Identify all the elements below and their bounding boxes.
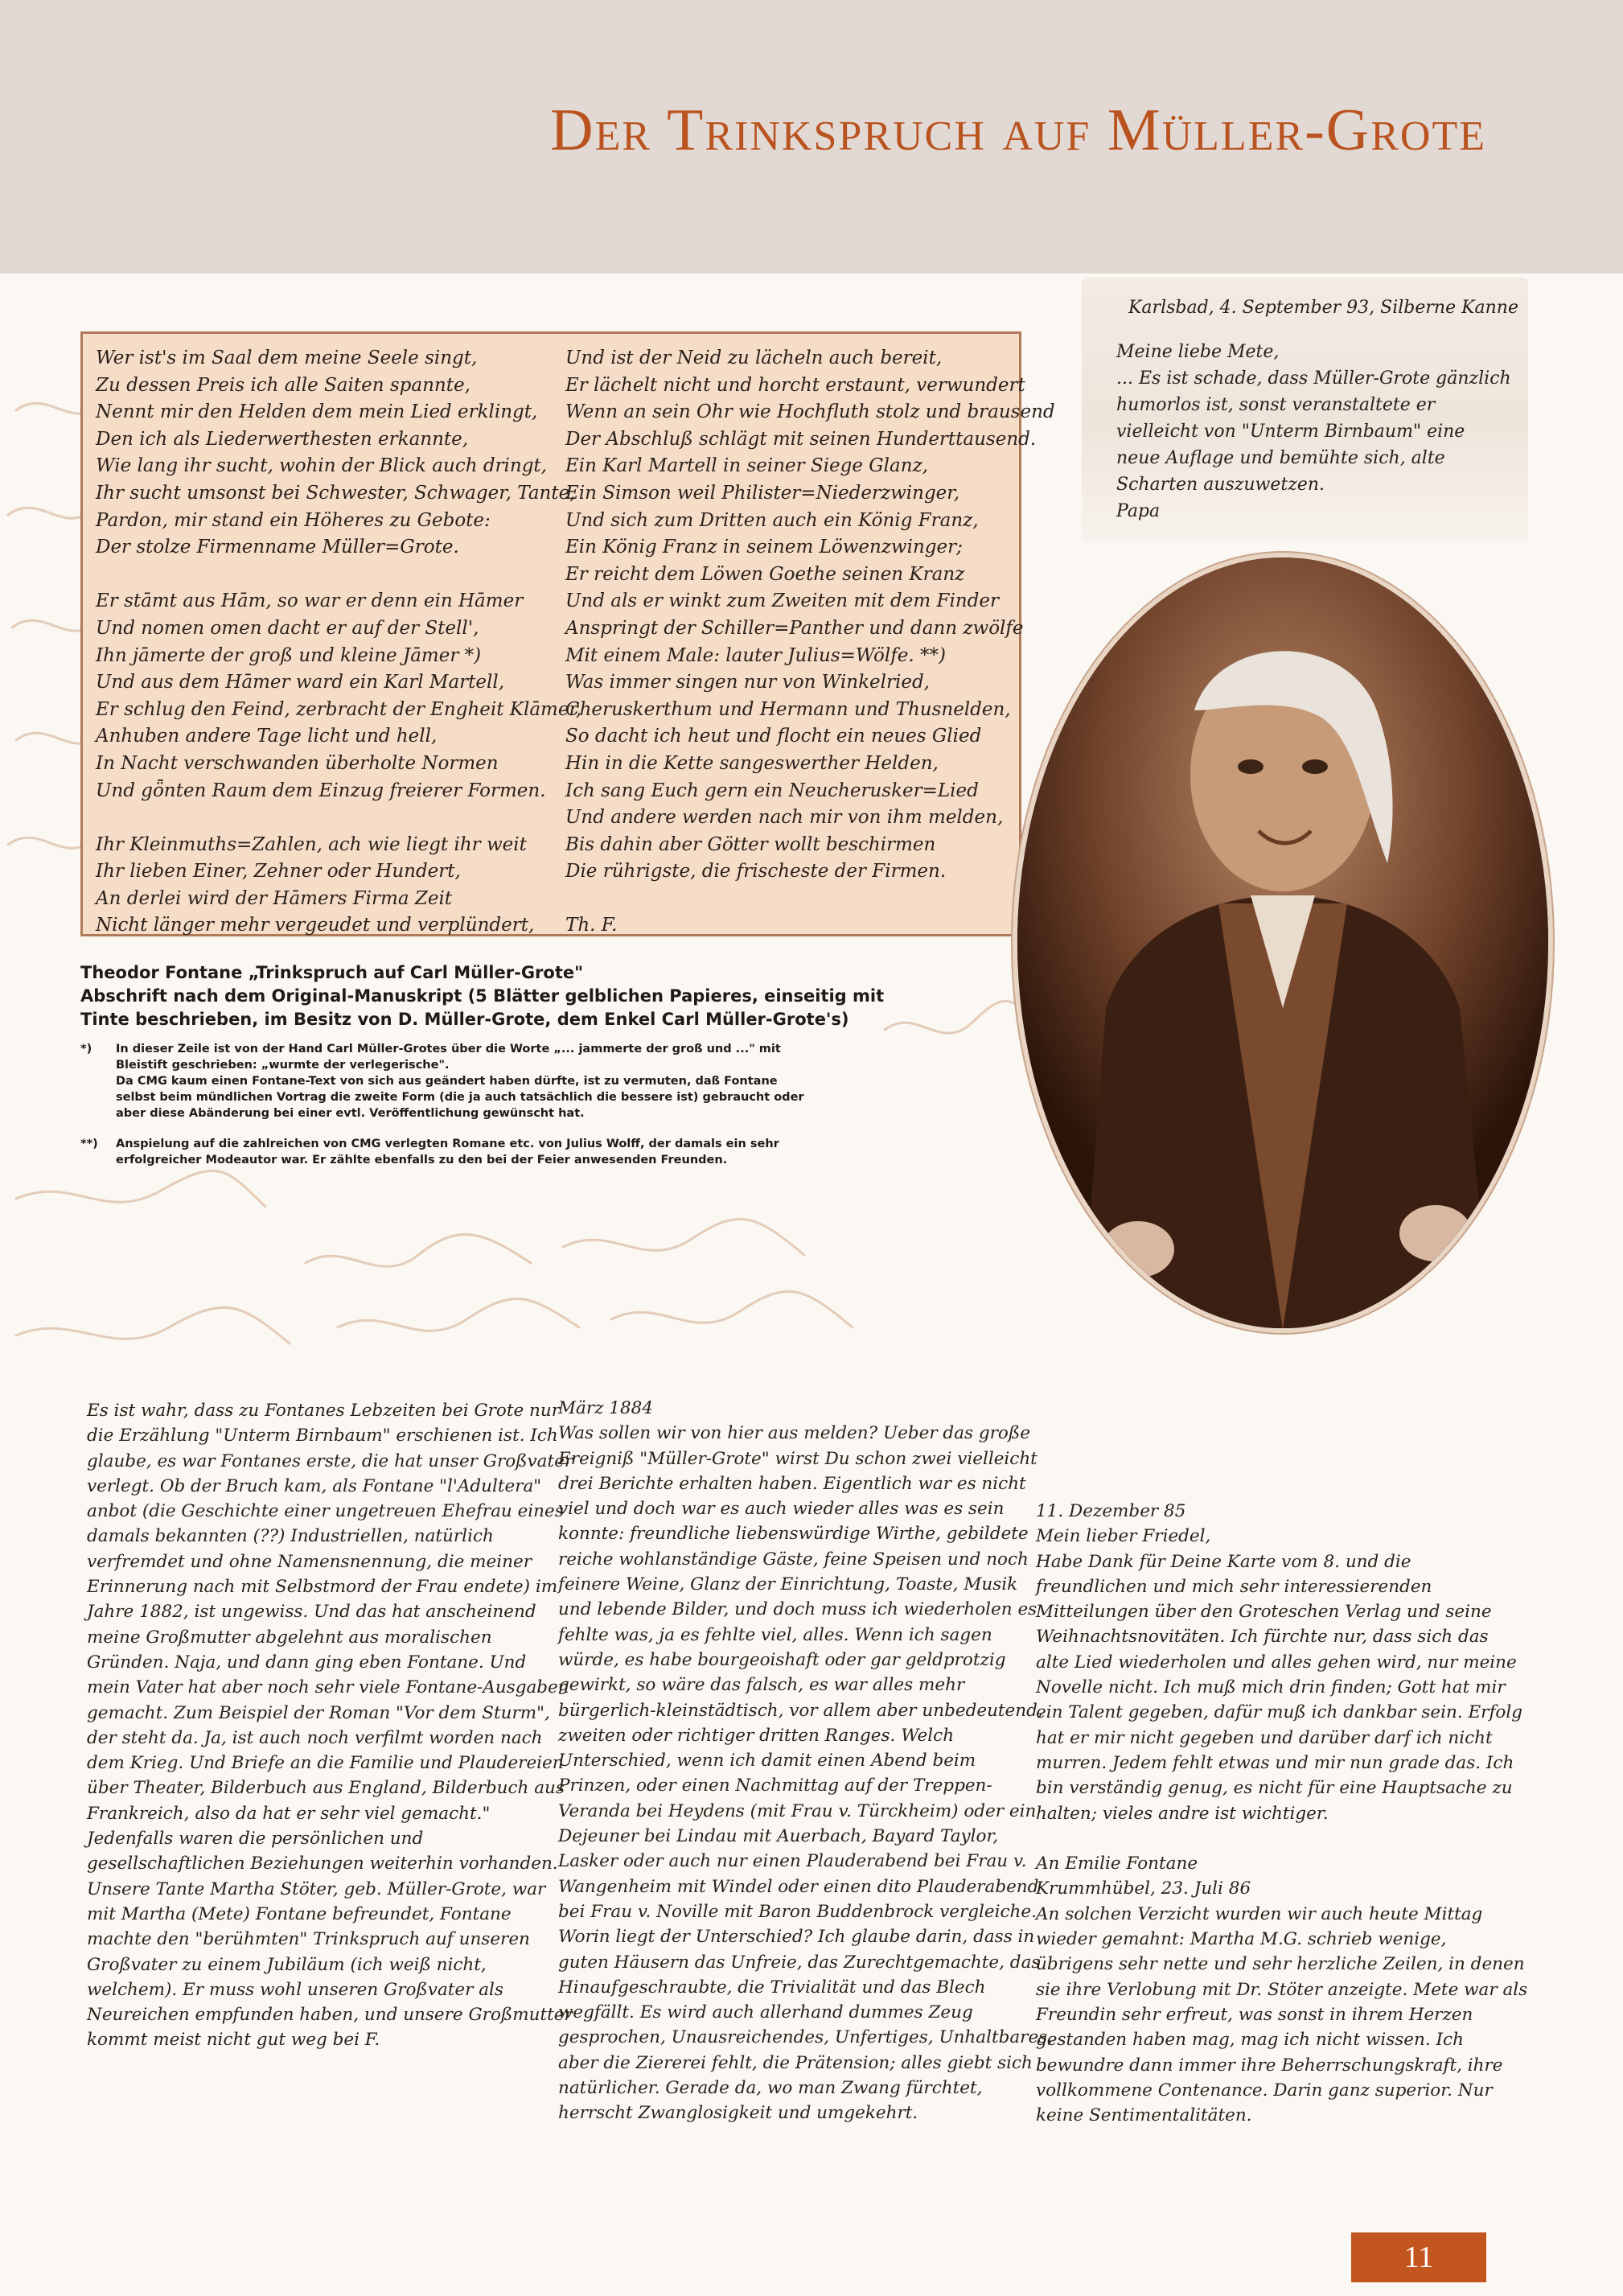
body-line: gesellschaftlichen Beziehungen weiterhin vorhanden. (87, 1854, 558, 1874)
poem-line: Wenn an sein Ohr wie Hochfluth stolz und brausend (565, 401, 1055, 423)
poem-line: Ihr sucht umsonst bei Schwester, Schwager, Tante, (96, 482, 576, 504)
poem-line: Die rührigste, die frischeste der Firmen. (565, 861, 947, 883)
body-line: 11. Dezember 85 (1036, 1501, 1186, 1521)
column-letter-march-1884 (558, 1396, 1054, 2126)
letter-line: ... Es ist schade, dass Müller-Grote gänzlich (1116, 368, 1511, 389)
body-line: Ereigniß "Müller-Grote" wirst Du schon zwei vielleicht (558, 1448, 1037, 1469)
poem-line: Der Abschluß schlägt mit seinen Hunderttausend. (565, 428, 1037, 450)
body-line: Hinaufgeschraubte, die Trivialität und das Blech (558, 1977, 986, 1998)
poem-line: Und ist der Neid zu lächeln auch bereit, (565, 348, 943, 368)
body-line: gemacht. Zum Beispiel der Roman "Vor dem Sturm", (87, 1702, 550, 1723)
body-line: Mitteilungen über den Groteschen Verlag und seine (1036, 1602, 1492, 1623)
poem-line: Ihn jāmerte der groß und kleine Jāmer *) (96, 644, 482, 666)
poem-line: Nennt mir den Helden dem mein Lied erklingt, (96, 401, 538, 423)
body-line: Prinzen, oder einen Nachmittag auf der Treppen- (558, 1775, 992, 1796)
poem-line: Anspringt der Schiller=Panther und dann zwölfe (565, 617, 1024, 639)
body-line: keine Sentimentalitäten. (1036, 2105, 1252, 2126)
footnote-line: Bleistift geschrieben: „wurmte der verlegerische". (116, 1059, 450, 1072)
poem-line: Ein Karl Martell in seiner Siege Glanz, (565, 455, 928, 477)
body-line: alte Lied wiederholen und alles gehen wird, nur meine (1036, 1652, 1517, 1673)
poem-line: Und aus dem Hāmer ward ein Karl Martell, (96, 672, 505, 693)
body-line: Neureichen empfunden haben, und unsere Großmutter (87, 2005, 573, 2026)
body-line: Weihnachtsnovitäten. Ich fürchte nur, dass sich das (1036, 1627, 1489, 1648)
body-line: mein Vater hat aber noch sehr viele Fontane-Ausgaben (87, 1677, 569, 1698)
poem-column-right (565, 345, 1055, 940)
body-line: vollkommene Contenance. Darin ganz superior. Nur (1036, 2080, 1493, 2101)
body-line: An solchen Verzicht wurden wir auch heute Mittag (1036, 1903, 1483, 1924)
body-line: An Emilie Fontane (1036, 1854, 1198, 1874)
body-line: viel und doch war es auch wieder alles was es sein (558, 1499, 1005, 1520)
poem-line: Und als er winkt zum Zweiten mit dem Finder (565, 590, 999, 612)
body-line: Lasker oder auch nur einen Plauderabend bei Frau v. (558, 1851, 1027, 1872)
poem-line: Er stāmt aus Hām, so war er denn ein Hāmer (96, 590, 524, 612)
poem-line: Hin in die Kette sangeswerther Helden, (565, 752, 939, 774)
letter-line: humorlos ist, sonst veranstaltete er (1116, 395, 1436, 415)
body-line: Jahre 1882, ist ungewiss. Und das hat anscheinend (87, 1602, 536, 1623)
poem-line: Der stolze Firmenname Müller=Grote. (96, 537, 459, 558)
caption-block (80, 961, 1021, 1168)
body-line: glaube, es war Fontanes erste, die hat unser Großvater (87, 1450, 573, 1471)
body-line: würde, es habe bourgeoishaft oder gar geldprotzig (558, 1649, 1006, 1670)
poem-box (80, 331, 1055, 936)
body-line: Veranda bei Heydens (mit Frau v. Türckheim) oder ein (558, 1800, 1037, 1821)
body-line: Was sollen wir von hier aus melden? Ueber das große (558, 1423, 1030, 1444)
body-line: Es ist wahr, dass zu Fontanes Lebzeiten bei Grote nur (87, 1401, 561, 1421)
footnote-line: Da CMG kaum einen Fontane-Text von sich aus geändert haben dürfte, ist zu vermuten, daß Fontane (116, 1075, 778, 1088)
body-line: sie ihre Verlobung mit Dr. Stöter anzeigte. Mete war als (1036, 1979, 1528, 2000)
body-line: Novelle nicht. Ich muß mich drin finden; Gott hat mir (1036, 1677, 1506, 1698)
body-line: dem Krieg. Und Briefe an die Familie und Plaudereien (87, 1753, 564, 1774)
poem-line: Er schlug den Feind, zerbracht der Engheit Klāmer, (96, 698, 582, 720)
body-line: Großvater zu einem Jubiläum (ich weiß nicht, (87, 1954, 487, 1975)
body-line: machte den "berühmten" Trinkspruch auf unseren (87, 1929, 530, 1950)
caption-title-line: Tinte beschrieben, im Besitz von D. Müller-Grote, dem Enkel Carl Müller-Grote's) (80, 1010, 849, 1029)
portrait-illustration (1017, 558, 1548, 1328)
body-line: reiche wohlanständige Gäste, feine Speisen und noch (558, 1549, 1029, 1570)
body-line: drei Berichte erhalten haben. Eigentlich war es nicht (558, 1473, 1026, 1494)
body-line: März 1884 (558, 1398, 653, 1418)
column-interview-text (87, 1398, 573, 2053)
footnote-line: In dieser Zeile ist von der Hand Carl Müller-Grotes über die Worte „... jammerte der groß und ..." mit (116, 1043, 781, 1055)
poem-line: Nicht länger mehr vergeudet und verplündert, (96, 915, 535, 936)
poem-line: Cheruskerthum und Hermann und Thusnelden, (565, 698, 1011, 720)
body-line: und lebende Bilder, und doch muss ich wiederholen es (558, 1599, 1037, 1620)
footnote-line: Anspielung auf die zahlreichen von CMG verlegten Romane etc. von Julius Wolff, der damals ein sehr (116, 1138, 779, 1150)
poem-line: In Nacht verschwanden überholte Normen (96, 752, 499, 774)
footnote-1 (80, 1041, 1021, 1121)
body-line: natürlicher. Gerade da, wo man Zwang fürchtet, (558, 2078, 983, 2099)
body-line: über Theater, Bilderbuch aus England, Bilderbuch aus (87, 1778, 565, 1799)
letter-line: Meine liebe Mete, (1116, 342, 1280, 362)
body-line: Gründen. Naja, und dann ging eben Fontane. Und (87, 1652, 527, 1673)
body-line: Erinnerung nach mit Selbstmord der Frau endete) im (87, 1577, 558, 1598)
letter-excerpt (1116, 294, 1518, 525)
body-line: meine Großmutter abgelehnt aus moralischen (87, 1627, 492, 1648)
footnote-1-text (116, 1041, 1021, 1121)
body-line: Unsere Tante Martha Stöter, geb. Müller-Grote, war (87, 1878, 546, 1899)
poem-line: Zu dessen Preis ich alle Saiten spannte, (96, 374, 470, 396)
poem-line: Wie lang ihr sucht, wohin der Blick auch dringt, (96, 455, 547, 477)
poem-line: Er lächelt nicht und horcht erstaunt, verwundert (565, 374, 1025, 396)
page-title: Der Trinkspruch auf Müller-Grote (550, 97, 1486, 163)
poem-line: Wer ist's im Saal dem meine Seele singt, (96, 348, 478, 368)
page-number: 11 (1351, 2232, 1486, 2282)
blank-line (1036, 1826, 1510, 1851)
body-line: Wangenheim mit Windel oder einen dito Plauderabend (558, 1876, 1039, 1897)
body-line: bin verständig genug, es nicht für eine Hauptsache zu (1036, 1778, 1513, 1799)
body-line: anbot (die Geschichte einer ungetreuen Ehefrau eines (87, 1501, 564, 1522)
body-line: Worin liegt der Unterschied? Ich glaube darin, dass in (558, 1927, 1035, 1948)
poem-line: Bis dahin aber Götter wollt beschirmen (565, 833, 936, 855)
blank-line (96, 562, 546, 589)
body-line: damals bekannten (??) Industriellen, natürlich (87, 1526, 494, 1547)
letter-header: Karlsbad, 4. September 93, Silberne Kanne (1128, 298, 1518, 318)
poem-line: Er reicht dem Löwen Goethe seinen Kranz (565, 563, 965, 585)
footnote-line: erfolgreicher Modeautor war. Er zählte ebenfalls zu den bei der Feier anwesenden Freunden. (116, 1154, 728, 1167)
footnote-1-mark: *) (80, 1043, 92, 1055)
poem-line: Den ich als Liederwerthesten erkannte, (96, 428, 469, 450)
poem-line: Ein König Franz in seinem Löwenzwinger; (565, 537, 963, 558)
body-line: Freundin sehr erfreut, was sonst in ihrem Herzen (1036, 2004, 1473, 2025)
body-line: fehlte was, ja es fehlte viel, alles. Wenn ich sagen (558, 1624, 992, 1645)
blank-line (565, 886, 1016, 913)
body-line: Frankreich, also da hat er sehr viel gemacht." (87, 1803, 491, 1824)
poem-line: Anhuben andere Tage licht und hell, (96, 726, 438, 747)
poem-line: Ihr lieben Einer, Zehner oder Hundert, (96, 861, 461, 883)
poem-line: Und nomen omen dacht er auf der Stell', (96, 617, 479, 639)
body-line: gewirkt, so wäre das falsch, es war alles mehr (558, 1675, 965, 1696)
poem-line: Th. F. (565, 915, 618, 936)
letter-line: vielleicht von "Unterm Birnbaum" eine (1116, 422, 1465, 442)
body-line: Dejeuner bei Lindau mit Auerbach, Bayard Taylor, (558, 1826, 999, 1847)
poem-line: Ihr Kleinmuths=Zahlen, ach wie liegt ihr weit (96, 833, 527, 855)
body-line: verlegt. Ob der Bruch kam, als Fontane "l'Adultera" (87, 1475, 542, 1496)
blank-line (96, 804, 546, 832)
poem-line: Pardon, mir stand ein Höheres zu Gebote: (96, 509, 491, 531)
poem-line: Und gȫnten Raum dem Einzug freierer Formen. (96, 780, 546, 801)
footnote-2 (80, 1136, 1021, 1168)
body-line: kommt meist nicht gut weg bei F. (87, 2030, 380, 2051)
body-line: Jedenfalls waren die persönlichen und (87, 1829, 424, 1850)
body-line: bei Frau v. Noville mit Baron Buddenbrock vergleiche. (558, 1901, 1037, 1922)
body-line: halten; vieles andre ist wichtiger. (1036, 1803, 1329, 1824)
body-line: der steht da. Ja, ist auch noch verfilmt worden nach (87, 1727, 543, 1748)
body-line: übrigens sehr nette und sehr herzliche Zeilen, in denen (1036, 1954, 1525, 1975)
footnote-line: aber diese Abänderung bei einer evtl. Veröffentlichung gewünscht hat. (116, 1107, 585, 1120)
body-line: herrscht Zwanglosigkeit und umgekehrt. (558, 2103, 918, 2124)
letter-line: neue Auflage und bemühte sich, alte (1116, 448, 1445, 468)
body-line: verfremdet und ohne Namensnennung, die meiner (87, 1551, 532, 1572)
letter-line: Scharten auszuwetzen. (1116, 475, 1325, 495)
footnote-2-mark: **) (80, 1138, 98, 1150)
letter-line: Papa (1116, 501, 1161, 521)
body-line: aber die Ziererei fehlt, die Prätension; alles giebt sich (558, 2052, 1033, 2073)
footnote-line: selbst beim mündlichen Vortrag die zweite Form (die ja auch tatsächlich die bessere ist) gebraucht oder (116, 1091, 804, 1104)
body-line: bewundre dann immer ihre Beherrschungskraft, ihre (1036, 2055, 1503, 2076)
portrait-image (1017, 558, 1548, 1328)
body-line: hat er mir nicht gegeben und darüber darf ich nicht (1036, 1727, 1493, 1748)
poem-line: So dacht ich heut und flocht ein neues Glied (565, 726, 982, 747)
poem-line: Ich sang Euch gern ein Neucherusker=Lied (565, 780, 979, 801)
caption-title-line: Theodor Fontane „Trinkspruch auf Carl Müller-Grote" (80, 963, 584, 982)
body-line: mit Martha (Mete) Fontane befreundet, Fontane (87, 1903, 512, 1924)
body-line: guten Häusern das Unfreie, das Zurechtgemachte, das (558, 1952, 1041, 1973)
body-line: welchem). Er muss wohl unseren Großvater als (87, 1979, 503, 2000)
body-line: bürgerlich-kleinstädtisch, vor allem aber unbedeutend, (558, 1700, 1043, 1721)
body-line: Habe Dank für Deine Karte vom 8. und die (1036, 1551, 1411, 1572)
footnote-2-text (116, 1136, 1021, 1168)
poem-line: Ein Simson weil Philister=Niederzwinger, (565, 482, 960, 504)
letter-body (1116, 339, 1518, 525)
caption-title (80, 961, 1021, 1031)
body-line: gestanden haben mag, mag ich nicht wissen. Ich (1036, 2030, 1464, 2051)
body-line: feinere Weine, Glanz der Einrichtung, Toaste, Musik (558, 1574, 1018, 1595)
body-line: murren. Jedem fehlt etwas und mir nun grade das. Ich (1036, 1752, 1514, 1773)
body-line: wegfällt. Es wird auch allerhand dummes Zeug (558, 2002, 973, 2023)
poem-line: Und andere werden nach mir von ihm melden, (565, 807, 1004, 829)
poem-line: An derlei wird der Hāmers Firma Zeit (96, 887, 453, 909)
body-line: konnte: freundliche liebenswürdige Wirthe, gebildete (558, 1524, 1029, 1545)
poem-column-left (96, 345, 582, 940)
body-line: wieder gemahnt: Martha M.G. schrieb wenige, (1036, 1929, 1447, 1950)
body-line: Krummhübel, 23. Juli 86 (1036, 1878, 1251, 1899)
poem-line: Und sich zum Dritten auch ein König Franz, (565, 509, 979, 531)
body-line: gesprochen, Unausreichendes, Unfertiges, Unhaltbares, (558, 2027, 1054, 2048)
body-line: Mein lieber Friedel, (1036, 1526, 1211, 1547)
body-line: Unterschied, wenn ich damit einen Abend beim (558, 1751, 976, 1771)
body-line: die Erzählung "Unterm Birnbaum" erschienen ist. Ich (87, 1426, 558, 1446)
body-line: ein Talent gegeben, dafür muß ich dankbar sein. Erfolg (1036, 1702, 1523, 1723)
caption-title-line: Abschrift nach dem Original-Manuskript (5 Blätter gelblichen Papieres, einseitig mit (80, 986, 885, 1006)
column-letters-1885-1886 (1036, 1499, 1528, 2128)
poem-line: Mit einem Male: lauter Julius=Wölfe. **) (565, 644, 946, 666)
body-line: freundlichen und mich sehr interessierenden (1036, 1576, 1432, 1597)
body-line: zweiten oder richtiger dritten Ranges. Welch (558, 1725, 955, 1746)
poem-line: Was immer singen nur von Winkelried, (565, 672, 930, 693)
